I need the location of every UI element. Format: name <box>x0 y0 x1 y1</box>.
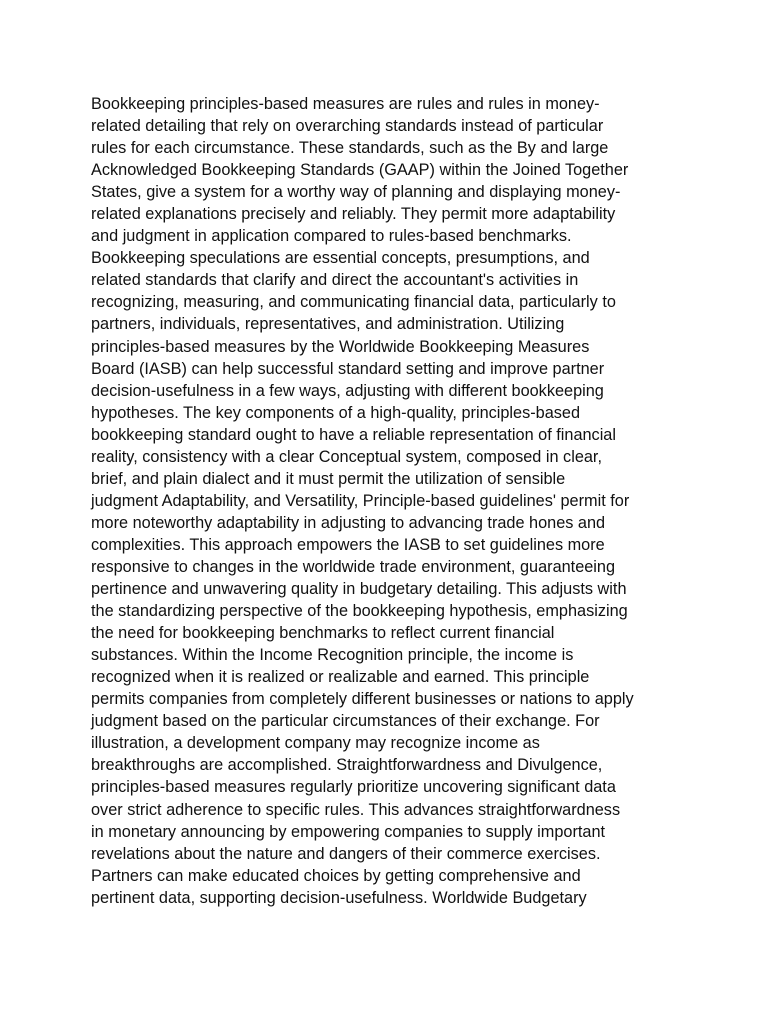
text-line: responsive to changes in the worldwide trade environment, guaranteeing <box>91 557 616 576</box>
text-line: reality, consistency with a clear Conceptual system, composed in clear, <box>91 447 602 466</box>
text-line: judgment based on the particular circumstances of their exchange. For <box>91 712 600 731</box>
text-line: partners, individuals, representatives, and administration. Utilizing <box>91 315 565 334</box>
text-line: Board (IASB) can help successful standard setting and improve partner <box>91 359 605 378</box>
text-line: breakthroughs are accomplished. Straightforwardness and Divulgence, <box>91 756 603 775</box>
text-line: Acknowledged Bookkeeping Standards (GAAP) within the Joined Together <box>91 161 629 180</box>
text-line: complexities. This approach empowers the IASB to set guidelines more <box>91 535 605 554</box>
text-line: the need for bookkeeping benchmarks to reflect current financial <box>91 624 555 643</box>
text-line: decision-usefulness in a few ways, adjusting with different bookkeeping <box>91 381 604 400</box>
text-line: judgment Adaptability, and Versatility, Principle-based guidelines' permit for <box>91 491 630 510</box>
text-line: principles-based measures by the Worldwide Bookkeeping Measures <box>91 337 590 356</box>
text-line: substances. Within the Income Recognition principle, the income is <box>91 646 574 665</box>
text-line: revelations about the nature and dangers of their commerce exercises. <box>91 844 601 863</box>
text-line: and judgment in application compared to rules-based benchmarks. <box>91 227 572 246</box>
text-line: brief, and plain dialect and it must permit the utilization of sensible <box>91 469 566 488</box>
text-line: permits companies from completely different businesses or nations to apply <box>91 690 634 709</box>
text-line: illustration, a development company may recognize income as <box>91 734 540 753</box>
text-line: over strict adherence to specific rules. This advances straightforwardness <box>91 800 621 819</box>
text-line: related explanations precisely and reliably. They permit more adaptability <box>91 205 616 224</box>
text-line: the standardizing perspective of the bookkeeping hypothesis, emphasizing <box>91 602 628 621</box>
text-line: States, give a system for a worthy way of planning and displaying money- <box>91 183 621 202</box>
text-line: related standards that clarify and direct the accountant's activities in <box>91 271 579 290</box>
text-line: recognizing, measuring, and communicating financial data, particularly to <box>91 293 616 312</box>
text-line: pertinence and unwavering quality in budgetary detailing. This adjusts with <box>91 580 627 599</box>
text-line: principles-based measures regularly prioritize uncovering significant data <box>91 778 616 797</box>
text-line: recognized when it is realized or realizable and earned. This principle <box>91 668 590 687</box>
text-line: rules for each circumstance. These standards, such as the By and large <box>91 139 609 158</box>
text-line: Bookkeeping speculations are essential concepts, presumptions, and <box>91 249 590 268</box>
text-line: Partners can make educated choices by getting comprehensive and <box>91 866 581 885</box>
body-paragraph <box>91 93 691 909</box>
text-line: bookkeeping standard ought to have a reliable representation of financial <box>91 425 616 444</box>
text-line: Bookkeeping principles-based measures are rules and rules in money- <box>91 95 600 113</box>
text-line: hypotheses. The key components of a high-quality, principles-based <box>91 403 581 422</box>
text-line: in monetary announcing by empowering companies to supply important <box>91 822 606 841</box>
text-line: pertinent data, supporting decision-usefulness. Worldwide Budgetary <box>91 888 587 907</box>
text-line: related detailing that rely on overarching standards instead of particular <box>91 117 604 136</box>
text-line: more noteworthy adaptability in adjusting to advancing trade hones and <box>91 513 606 532</box>
